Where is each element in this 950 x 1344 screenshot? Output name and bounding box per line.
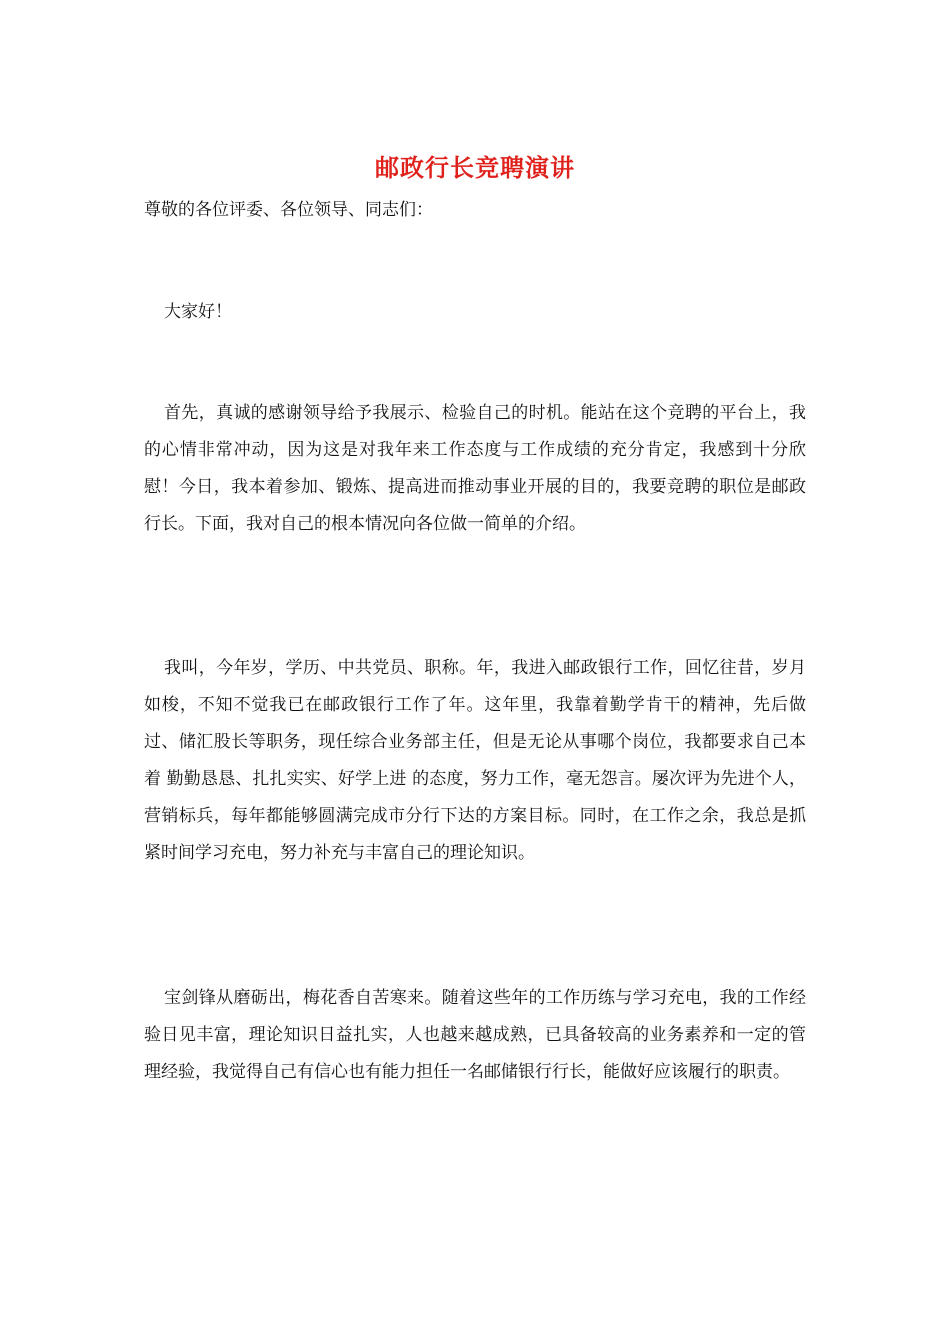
paragraph-introduction: 首先，真诚的感谢领导给予我展示、检验自己的时机。能站在这个竞聘的平台上，我的心情非常冲动，因为这是对我年来工作态度与工作成绩的充分肯定，我感到十分欣慰！今日，我本着参加、锻炼、提高进而推动事业开展的目的，我要竞聘的职位是邮政行长。下面，我对自己的根本情况向各位做一简单的介绍。 xyxy=(144,403,806,534)
salutation: 尊敬的各位评委、各位领导、同志们： xyxy=(144,200,433,220)
document-title: 邮政行长竞聘演讲 xyxy=(375,153,575,182)
paragraph-background: 我叫，今年岁，学历、中共党员、职称。年，我进入邮政银行工作，回忆往昔，岁月如梭，不知不觉我已在邮政银行工作了年。这年里，我靠着勤学肯干的精神，先后做过、储汇股长等职务，现任综合业务部主任，但是无论从事哪个岗位，我都要求自己本着 勤勤恳恳、扎扎实实、好学上进 的态度，努力工作，毫无怨言。屡次评为先进个人，营销标兵，每年都能够圆满完成市分行下达的方案目标。同时，在工作之余，我总是抓紧时间学习充电，努力补充与丰富自己的理论知识。 xyxy=(144,658,806,863)
paragraph-qualification: 宝剑锋从磨砺出，梅花香自苦寒来。随着这些年的工作历练与学习充电，我的工作经验日见丰富，理论知识日益扎实，人也越来越成熟，已具备较高的业务素养和一定的管理经验，我觉得自己有信心也有能力担任一名邮储银行行长，能做好应该履行的职责。 xyxy=(144,988,806,1082)
greeting: 大家好！ xyxy=(164,302,232,322)
